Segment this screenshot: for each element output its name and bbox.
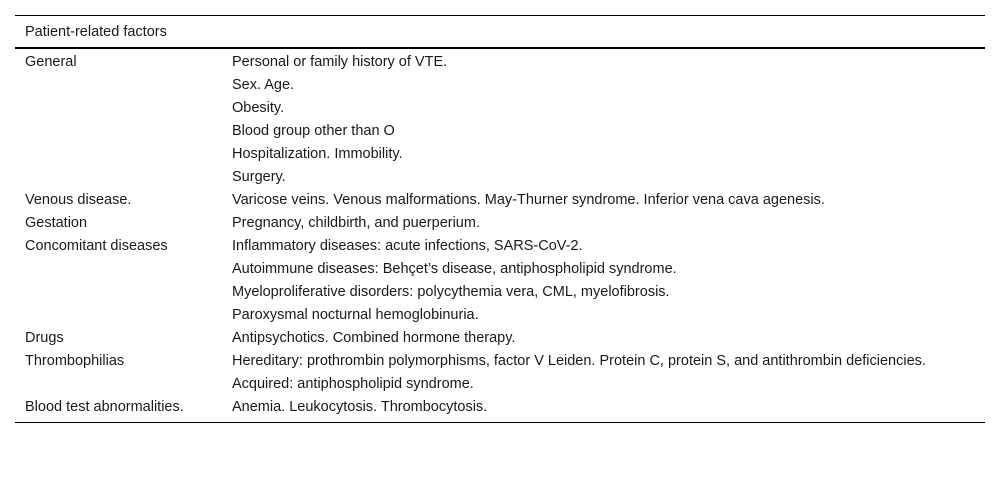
table-row	[15, 258, 985, 281]
row-item: Surgery.	[232, 169, 286, 185]
row-category	[15, 120, 222, 143]
table-row	[15, 396, 985, 423]
row-item: Hereditary: prothrombin polymorphisms, factor V Leiden. Protein C, protein S, and antithrombin deficiencies.	[232, 353, 926, 369]
table-row	[15, 327, 985, 350]
row-item: Pregnancy, childbirth, and puerperium.	[232, 215, 480, 231]
table-header-row	[15, 16, 985, 49]
row-category	[15, 258, 222, 281]
table-row	[15, 97, 985, 120]
row-category	[15, 304, 222, 327]
row-item: Anemia. Leukocytosis. Thrombocytosis.	[222, 396, 985, 423]
row-category: General	[25, 54, 77, 70]
table-row	[15, 166, 985, 189]
row-category	[15, 166, 222, 189]
row-item: Hospitalization. Immobility.	[232, 146, 403, 162]
table-row	[15, 304, 985, 327]
row-item: Sex. Age.	[232, 77, 295, 93]
table-row	[15, 189, 985, 212]
row-item: Autoimmune diseases: Behçet’s disease, antiphospholipid syndrome.	[232, 261, 677, 277]
row-item: Varicose veins. Venous malformations. May-Thurner syndrome. Inferior vena cava agenesis.	[232, 192, 825, 208]
table-row	[15, 281, 985, 304]
row-category: Gestation	[25, 215, 88, 231]
row-item: Blood group other than O	[232, 123, 395, 139]
row-category: Blood test abnormalities.	[15, 396, 222, 423]
table-row	[15, 48, 985, 74]
row-item: Acquired: antiphospholipid syndrome.	[232, 376, 474, 392]
table-row	[15, 350, 985, 373]
table-header	[15, 16, 985, 49]
row-item: Myeloproliferative disorders: polycythemia vera, CML, myelofibrosis.	[232, 284, 670, 300]
table-row	[15, 212, 985, 235]
row-category	[15, 281, 222, 304]
table-header-title: Patient-related factors	[15, 16, 985, 49]
row-category	[15, 143, 222, 166]
row-category	[15, 373, 222, 396]
risk-factors-table-container	[15, 15, 985, 423]
table-row	[15, 74, 985, 97]
table-row	[15, 373, 985, 396]
table-body	[15, 48, 985, 423]
row-category: Venous disease.	[25, 192, 132, 208]
row-item: Antipsychotics. Combined hormone therapy.	[232, 330, 516, 346]
row-item: Personal or family history of VTE.	[232, 54, 448, 70]
row-category	[15, 74, 222, 97]
row-item: Obesity.	[232, 100, 285, 116]
row-category	[15, 97, 222, 120]
risk-factors-table	[15, 15, 985, 423]
table-row	[15, 235, 985, 258]
table-row	[15, 120, 985, 143]
row-category: Thrombophilias	[25, 353, 125, 369]
row-category: Drugs	[25, 330, 64, 346]
row-item: Inflammatory diseases: acute infections, SARS-CoV-2.	[232, 238, 583, 254]
table-row	[15, 143, 985, 166]
row-category: Concomitant diseases	[25, 238, 168, 254]
row-item: Paroxysmal nocturnal hemoglobinuria.	[232, 307, 479, 323]
